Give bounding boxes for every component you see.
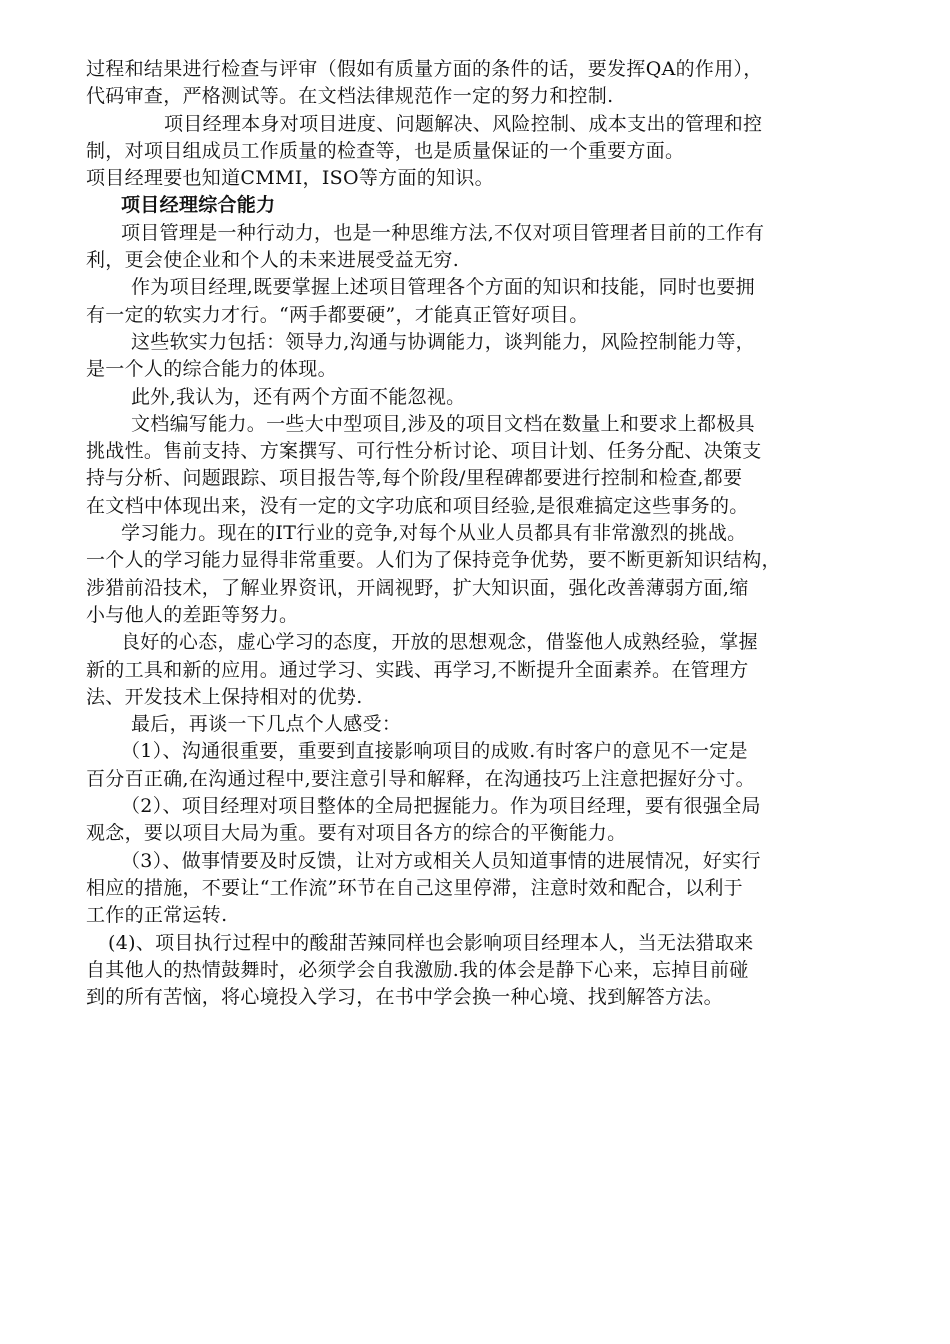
text-line: （2）、项目经理对项目整体的全局把握能力。作为项目经理，要有很强全局	[121, 795, 761, 818]
text-line: 法、开发技术上保持相对的优势.	[86, 685, 363, 708]
text-line: 涉猎前沿技术，了解业界资讯，开阔视野，扩大知识面，强化改善薄弱方面,缩	[86, 576, 749, 599]
text-line: 小与他人的差距等努力。	[86, 603, 299, 626]
text-line: 相应的措施，不要让“工作流”环节在自己这里停滞，注意时效和配合，以利于	[86, 876, 743, 899]
text-line: 这些软实力包括：领导力,沟通与协调能力，谈判能力，风险控制能力等，	[131, 330, 755, 353]
text-line: 持与分析、问题跟踪、项目报告等,每个阶段/里程碑都要进行控制和检查,都要	[86, 467, 743, 490]
section-heading: 项目经理综合能力	[121, 194, 276, 217]
text-line: 制，对项目组成员工作质量的检查等，也是质量保证的一个重要方面。	[86, 139, 685, 162]
text-line: 项目管理是一种行动力，也是一种思维方法,不仅对项目管理者目前的工作有	[121, 221, 765, 244]
text-line: 有一定的软实力才行。“两手都要硬”，才能真正管好项目。	[86, 303, 589, 326]
text-line: 挑战性。售前支持、方案撰写、可行性分析讨论、项目计划、任务分配、决策支	[86, 440, 762, 463]
text-line: 在文档中体现出来，没有一定的文字功底和项目经验,是很难搞定这些事务的。	[86, 494, 749, 517]
text-line: 一个人的学习能力显得非常重要。人们为了保持竞争优势，要不断更新知识结构，	[86, 549, 781, 572]
text-line: 学习能力。现在的IT行业的竞争,对每个从业人员都具有非常激烈的挑战。	[121, 522, 747, 545]
text-line: （3）、做事情要及时反馈，让对方或相关人员知道事情的进展情况，好实行	[121, 849, 761, 872]
text-line: (4)、项目执行过程中的酸甜苦辣同样也会影响项目经理本人，当无法猎取来	[108, 931, 754, 954]
text-line: 利，更会使企业和个人的未来进展受益无穷.	[86, 249, 460, 272]
text-line: 工作的正常运转.	[86, 904, 228, 927]
text-line: 项目经理要也知道CMMI，ISO等方面的知识。	[86, 167, 494, 190]
text-line: 新的工具和新的应用。通过学习、实践、再学习,不断提升全面素养。在管理方	[86, 658, 749, 681]
text-line: 良好的心态，虚心学习的态度，开放的思想观念，借鉴他人成熟经验，掌握	[121, 631, 758, 654]
text-line: 作为项目经理,既要掌握上述项目管理各个方面的知识和技能，同时也要拥	[131, 276, 755, 299]
text-line: 是一个人的综合能力的体现。	[86, 358, 337, 381]
text-line: 观念，要以项目大局为重。要有对项目各方的综合的平衡能力。	[86, 822, 627, 845]
text-line: 百分百正确,在沟通过程中,要注意引导和解释，在沟通技巧上注意把握好分寸。	[86, 767, 755, 790]
text-line: 自其他人的热情鼓舞时，必须学会自我激励.我的体会是静下心来，忘掉目前碰	[86, 958, 749, 981]
text-line: 代码审查，严格测试等。在文档法律规范作一定的努力和控制.	[86, 85, 614, 108]
text-line: 项目经理本身对项目进度、问题解决、风险控制、成本支出的管理和控	[164, 112, 763, 135]
text-line: 文档编写能力。一些大中型项目,涉及的项目文档在数量上和要求上都极具	[131, 412, 755, 435]
document-body	[86, 56, 886, 1011]
text-line: 最后，再谈一下几点个人感受：	[131, 713, 402, 736]
text-line: 过程和结果进行检查与评审（假如有质量方面的条件的话，要发挥QA的作用），	[86, 58, 763, 80]
text-line: （1）、沟通很重要，重要到直接影响项目的成败.有时客户的意见不一定是	[121, 740, 748, 763]
text-line: 到的所有苦恼，将心境投入学习，在书中学会换一种心境、找到解答方法。	[86, 986, 723, 1009]
text-line: 此外,我认为，还有两个方面不能忽视。	[131, 385, 466, 408]
